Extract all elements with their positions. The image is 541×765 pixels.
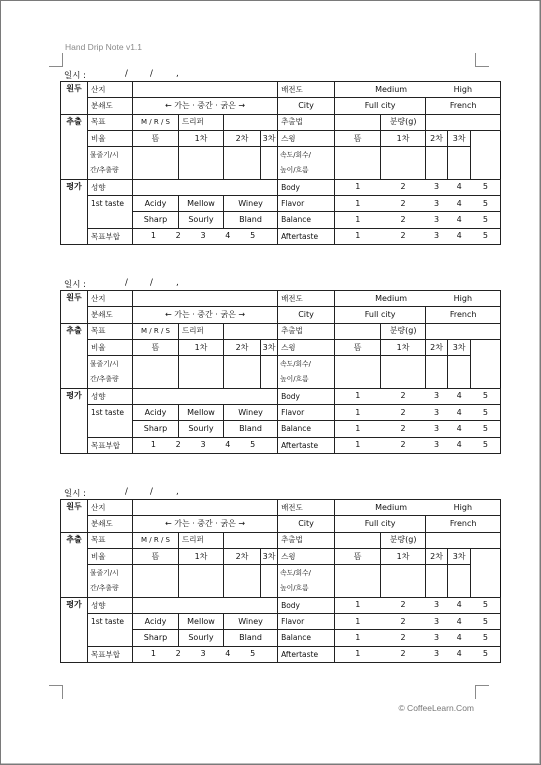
pour-cell[interactable] <box>224 147 261 180</box>
height-label: 높이/흐름 <box>278 581 335 597</box>
score-3[interactable]: 3 <box>426 437 448 453</box>
score-1[interactable]: 1 <box>335 597 381 613</box>
taste-winey[interactable]: Winey <box>224 614 278 630</box>
page-header-title: Hand Drip Note v1.1 <box>65 42 143 52</box>
pour-cell[interactable] <box>426 356 448 389</box>
roast-level-medium: Medium <box>357 82 426 98</box>
roast-level-french[interactable]: French <box>426 307 501 323</box>
roast-level-french[interactable]: French <box>426 98 501 114</box>
amount-field[interactable] <box>426 114 501 130</box>
pour-header-bloom: 뜸 <box>133 130 179 146</box>
score-3[interactable]: 3 <box>426 597 448 613</box>
pour-cell[interactable] <box>335 356 381 389</box>
method-field[interactable] <box>335 114 381 130</box>
first-taste-label: 1st taste <box>88 196 133 229</box>
match-score-5[interactable]: 5 <box>250 649 256 659</box>
roast-level-medium: Medium <box>357 291 426 307</box>
ratio-label: 비율 <box>88 130 133 146</box>
temp-label: 물줄기/시 <box>88 147 133 163</box>
grind-scale[interactable]: ← 가는 · 중간 · 굵은 → <box>133 307 278 323</box>
date-separator: , <box>176 278 179 288</box>
date-line <box>60 485 480 499</box>
score-1[interactable]: 1 <box>335 437 381 453</box>
pour-header-2-b: 2차 <box>426 339 448 355</box>
brew-note-block <box>60 485 488 663</box>
date-separator: / <box>150 278 153 288</box>
match-scale[interactable] <box>133 441 277 449</box>
dripper-field[interactable] <box>224 114 278 130</box>
date-label: 일시 : <box>64 71 86 81</box>
amount-label: 분량(g) <box>381 323 426 339</box>
target-label: 목표 <box>88 323 133 339</box>
taste-sourly[interactable]: Sourly <box>179 421 224 437</box>
temp-label: 물줄기/시 <box>88 356 133 372</box>
attr-balance: Balance <box>278 421 335 437</box>
score-2[interactable]: 2 <box>381 179 426 195</box>
speed-label: 속도/회수/ <box>278 565 335 581</box>
score-5[interactable]: 5 <box>471 597 501 613</box>
score-3[interactable]: 3 <box>426 212 448 228</box>
score-2[interactable]: 2 <box>381 437 426 453</box>
score-3[interactable]: 3 <box>426 196 448 212</box>
pour-header-bloom-b: 뜸 <box>335 130 381 146</box>
score-4[interactable]: 4 <box>448 212 471 228</box>
pour-cell[interactable] <box>133 147 179 180</box>
match-score-4[interactable]: 4 <box>225 440 231 450</box>
section-eval: 평가 <box>61 597 88 662</box>
score-4[interactable]: 4 <box>448 646 471 662</box>
roast-spacer <box>335 82 357 98</box>
pour-header-1-b: 1차 <box>381 548 426 564</box>
match-score-1[interactable]: 1 <box>150 440 156 450</box>
date-separator: / <box>125 278 128 288</box>
pour-cell[interactable] <box>381 147 426 180</box>
score-3[interactable]: 3 <box>426 630 448 646</box>
pour-cell[interactable] <box>426 147 448 180</box>
match-scale[interactable] <box>133 650 277 658</box>
pour-header-2-b: 2차 <box>426 548 448 564</box>
taste-acidy[interactable]: Acidy <box>133 405 179 421</box>
crop-mark <box>475 685 489 699</box>
target-value[interactable]: M / R / S <box>133 114 179 130</box>
taste-sourly[interactable]: Sourly <box>179 212 224 228</box>
amount-field[interactable] <box>426 532 501 548</box>
section-bean: 원두 <box>61 82 88 115</box>
pour-header-3-b: 3차 <box>448 339 471 355</box>
pour-header-3: 3차 <box>261 548 278 564</box>
grind-label: 분쇄도 <box>88 98 133 114</box>
section-brew: 추출 <box>61 532 88 597</box>
match-score-1[interactable]: 1 <box>150 231 156 241</box>
pour-header-2-b: 2차 <box>426 130 448 146</box>
attr-flavor: Flavor <box>278 405 335 421</box>
method-field[interactable] <box>335 323 381 339</box>
attr-aftertaste: Aftertaste <box>278 228 335 244</box>
crop-mark <box>475 53 489 67</box>
score-4[interactable]: 4 <box>448 179 471 195</box>
character-label: 성향 <box>88 179 133 195</box>
pour-header-3: 3차 <box>261 339 278 355</box>
score-1[interactable]: 1 <box>335 196 381 212</box>
score-2[interactable]: 2 <box>381 630 426 646</box>
score-1[interactable]: 1 <box>335 421 381 437</box>
time-label: 간/추출량 <box>88 581 133 597</box>
score-5[interactable]: 5 <box>471 388 501 404</box>
crop-mark <box>49 685 63 699</box>
origin-field[interactable] <box>133 291 278 307</box>
pour-header-bloom: 뜸 <box>133 339 179 355</box>
attr-body: Body <box>278 179 335 195</box>
score-5[interactable]: 5 <box>471 630 501 646</box>
dripper-label: 드리퍼 <box>179 532 224 548</box>
pour-header-2: 2차 <box>224 548 261 564</box>
character-field[interactable] <box>133 597 278 613</box>
amount-label: 분량(g) <box>381 114 426 130</box>
score-2[interactable]: 2 <box>381 228 426 244</box>
taste-bland[interactable]: Bland <box>224 212 278 228</box>
grind-label: 분쇄도 <box>88 516 133 532</box>
pour-cell[interactable] <box>261 356 278 389</box>
score-2[interactable]: 2 <box>381 421 426 437</box>
score-3[interactable]: 3 <box>426 421 448 437</box>
amount-label: 분량(g) <box>381 532 426 548</box>
match-label: 목표부합 <box>88 646 133 662</box>
score-4[interactable]: 4 <box>448 597 471 613</box>
pour-cell[interactable] <box>261 565 278 598</box>
section-eval: 평가 <box>61 179 88 244</box>
pour-header-bloom-b: 뜸 <box>335 339 381 355</box>
section-bean: 원두 <box>61 291 88 324</box>
match-score-3[interactable]: 3 <box>200 440 206 450</box>
pour-cell[interactable] <box>179 147 224 180</box>
score-4[interactable]: 4 <box>448 196 471 212</box>
score-1[interactable]: 1 <box>335 405 381 421</box>
character-field[interactable] <box>133 179 278 195</box>
pour-header-1: 1차 <box>179 548 224 564</box>
match-score-2[interactable]: 2 <box>175 649 181 659</box>
attr-aftertaste: Aftertaste <box>278 437 335 453</box>
score-4[interactable]: 4 <box>448 630 471 646</box>
score-3[interactable]: 3 <box>426 646 448 662</box>
score-4[interactable]: 4 <box>448 437 471 453</box>
pour-header-2: 2차 <box>224 339 261 355</box>
score-5[interactable]: 5 <box>471 228 501 244</box>
taste-sharp[interactable]: Sharp <box>133 421 179 437</box>
roast-spacer <box>335 291 357 307</box>
score-5[interactable]: 5 <box>471 179 501 195</box>
grind-scale[interactable]: ← 가는 · 중간 · 굵은 → <box>133 516 278 532</box>
pour-cell[interactable] <box>179 356 224 389</box>
taste-bland[interactable]: Bland <box>224 421 278 437</box>
pour-cell[interactable] <box>335 565 381 598</box>
dripper-field[interactable] <box>224 323 278 339</box>
score-5[interactable]: 5 <box>471 421 501 437</box>
taste-acidy[interactable]: Acidy <box>133 196 179 212</box>
match-score-1[interactable]: 1 <box>150 649 156 659</box>
brew-note-block <box>60 276 488 454</box>
score-3[interactable]: 3 <box>426 228 448 244</box>
score-1[interactable]: 1 <box>335 212 381 228</box>
roast-level-city[interactable]: City <box>278 307 335 323</box>
roast-label: 배전도 <box>278 82 335 98</box>
date-line <box>60 67 480 81</box>
brew-note-table <box>60 290 501 454</box>
date-separator: / <box>125 487 128 497</box>
pour-cell[interactable] <box>381 565 426 598</box>
score-1[interactable]: 1 <box>335 228 381 244</box>
roast-label: 배전도 <box>278 291 335 307</box>
pour-header-1-b: 1차 <box>381 130 426 146</box>
match-score-4[interactable]: 4 <box>225 649 231 659</box>
taste-acidy[interactable]: Acidy <box>133 614 179 630</box>
attr-body: Body <box>278 388 335 404</box>
scale-label: 스윙 <box>278 339 335 355</box>
pour-cell[interactable] <box>133 356 179 389</box>
target-value[interactable]: M / R / S <box>133 323 179 339</box>
method-label: 추출법 <box>278 532 335 548</box>
attr-aftertaste: Aftertaste <box>278 646 335 662</box>
attr-body: Body <box>278 597 335 613</box>
score-2[interactable]: 2 <box>381 212 426 228</box>
origin-field[interactable] <box>133 82 278 98</box>
brew-note-table <box>60 499 501 663</box>
attr-flavor: Flavor <box>278 196 335 212</box>
brew-note-block <box>60 67 488 245</box>
roast-level-fullcity[interactable]: Full city <box>335 307 426 323</box>
score-5[interactable]: 5 <box>471 405 501 421</box>
pour-header-1: 1차 <box>179 339 224 355</box>
character-label: 성향 <box>88 597 133 613</box>
pour-cell[interactable] <box>133 565 179 598</box>
attr-balance: Balance <box>278 630 335 646</box>
score-1[interactable]: 1 <box>335 646 381 662</box>
date-separator: / <box>150 487 153 497</box>
match-score-4[interactable]: 4 <box>225 231 231 241</box>
crop-mark <box>49 53 63 67</box>
score-3[interactable]: 3 <box>426 405 448 421</box>
taste-sharp[interactable]: Sharp <box>133 212 179 228</box>
taste-winey[interactable]: Winey <box>224 405 278 421</box>
match-scale[interactable] <box>133 232 277 240</box>
grind-label: 분쇄도 <box>88 307 133 323</box>
score-1[interactable]: 1 <box>335 630 381 646</box>
score-2[interactable]: 2 <box>381 405 426 421</box>
section-brew: 추출 <box>61 323 88 388</box>
origin-label: 산지 <box>88 291 133 307</box>
taste-winey[interactable]: Winey <box>224 196 278 212</box>
match-label: 목표부합 <box>88 228 133 244</box>
time-label: 간/추출량 <box>88 372 133 388</box>
taste-mellow[interactable]: Mellow <box>179 405 224 421</box>
target-value[interactable]: M / R / S <box>133 532 179 548</box>
section-brew: 추출 <box>61 114 88 179</box>
roast-level-fullcity[interactable]: Full city <box>335 516 426 532</box>
pour-header-3-b: 3차 <box>448 130 471 146</box>
pour-cell[interactable] <box>335 147 381 180</box>
speed-label: 속도/회수/ <box>278 356 335 372</box>
speed-label: 속도/회수/ <box>278 147 335 163</box>
roast-level-city[interactable]: City <box>278 516 335 532</box>
roast-level-french[interactable]: French <box>426 516 501 532</box>
match-score-2[interactable]: 2 <box>175 440 181 450</box>
match-score-5[interactable]: 5 <box>250 231 256 241</box>
taste-mellow[interactable]: Mellow <box>179 614 224 630</box>
score-3[interactable]: 3 <box>426 388 448 404</box>
grind-scale[interactable]: ← 가는 · 중간 · 굵은 → <box>133 98 278 114</box>
date-separator: , <box>176 69 179 79</box>
date-line <box>60 276 480 290</box>
match-score-5[interactable]: 5 <box>250 440 256 450</box>
origin-field[interactable] <box>133 500 278 516</box>
score-5[interactable]: 5 <box>471 646 501 662</box>
height-label: 높이/흐름 <box>278 372 335 388</box>
date-label: 일시 : <box>64 280 86 290</box>
dripper-label: 드리퍼 <box>179 114 224 130</box>
ratio-label: 비율 <box>88 339 133 355</box>
score-3[interactable]: 3 <box>426 614 448 630</box>
pour-cell[interactable] <box>179 565 224 598</box>
pour-cell[interactable] <box>426 565 448 598</box>
score-5[interactable]: 5 <box>471 614 501 630</box>
date-separator: / <box>125 69 128 79</box>
match-score-2[interactable]: 2 <box>175 231 181 241</box>
pour-cell[interactable] <box>381 356 426 389</box>
pour-cell[interactable] <box>224 356 261 389</box>
score-4[interactable]: 4 <box>448 421 471 437</box>
taste-sourly[interactable]: Sourly <box>179 630 224 646</box>
brew-note-table <box>60 81 501 245</box>
dripper-field[interactable] <box>224 532 278 548</box>
score-2[interactable]: 2 <box>381 646 426 662</box>
roast-level-city[interactable]: City <box>278 98 335 114</box>
score-5[interactable]: 5 <box>471 437 501 453</box>
section-bean: 원두 <box>61 500 88 533</box>
first-taste-label: 1st taste <box>88 614 133 647</box>
pour-header-bloom-b: 뜸 <box>335 548 381 564</box>
roast-level-high: High <box>426 500 501 516</box>
pour-cell[interactable] <box>448 356 471 389</box>
method-label: 추출법 <box>278 323 335 339</box>
pour-cell[interactable] <box>224 565 261 598</box>
scale-label: 스윙 <box>278 548 335 564</box>
score-2[interactable]: 2 <box>381 614 426 630</box>
score-5[interactable]: 5 <box>471 212 501 228</box>
target-label: 목표 <box>88 532 133 548</box>
roast-spacer <box>335 500 357 516</box>
match-label: 목표부합 <box>88 437 133 453</box>
target-label: 목표 <box>88 114 133 130</box>
method-field[interactable] <box>335 532 381 548</box>
pour-cell[interactable] <box>261 147 278 180</box>
method-label: 추출법 <box>278 114 335 130</box>
roast-level-medium: Medium <box>357 500 426 516</box>
score-2[interactable]: 2 <box>381 388 426 404</box>
taste-mellow[interactable]: Mellow <box>179 196 224 212</box>
pour-header-3-b: 3차 <box>448 548 471 564</box>
pour-header-2: 2차 <box>224 130 261 146</box>
pour-header-1-b: 1차 <box>381 339 426 355</box>
score-4[interactable]: 4 <box>448 405 471 421</box>
roast-level-fullcity[interactable]: Full city <box>335 98 426 114</box>
score-4[interactable]: 4 <box>448 228 471 244</box>
pour-cell[interactable] <box>448 565 471 598</box>
amount-field[interactable] <box>426 323 501 339</box>
date-label: 일시 : <box>64 489 86 499</box>
score-1[interactable]: 1 <box>335 179 381 195</box>
scale-label: 스윙 <box>278 130 335 146</box>
date-separator: , <box>176 487 179 497</box>
time-label: 간/추출량 <box>88 163 133 179</box>
character-label: 성향 <box>88 388 133 404</box>
score-1[interactable]: 1 <box>335 388 381 404</box>
score-3[interactable]: 3 <box>426 179 448 195</box>
attr-flavor: Flavor <box>278 614 335 630</box>
pour-header-bloom: 뜸 <box>133 548 179 564</box>
dripper-label: 드리퍼 <box>179 323 224 339</box>
first-taste-label: 1st taste <box>88 405 133 438</box>
match-score-3[interactable]: 3 <box>200 231 206 241</box>
date-separator: / <box>150 69 153 79</box>
pour-cell[interactable] <box>448 147 471 180</box>
pour-header-1: 1차 <box>179 130 224 146</box>
page-footer-copyright: © CoffeeLearn.Com <box>398 703 474 713</box>
pour-header-3: 3차 <box>261 130 278 146</box>
score-2[interactable]: 2 <box>381 597 426 613</box>
origin-label: 산지 <box>88 82 133 98</box>
taste-sharp[interactable]: Sharp <box>133 630 179 646</box>
origin-label: 산지 <box>88 500 133 516</box>
roast-level-high: High <box>426 291 501 307</box>
roast-level-high: High <box>426 82 501 98</box>
taste-bland[interactable]: Bland <box>224 630 278 646</box>
score-5[interactable]: 5 <box>471 196 501 212</box>
ratio-label: 비율 <box>88 548 133 564</box>
character-field[interactable] <box>133 388 278 404</box>
score-2[interactable]: 2 <box>381 196 426 212</box>
height-label: 높이/흐름 <box>278 163 335 179</box>
score-4[interactable]: 4 <box>448 614 471 630</box>
score-1[interactable]: 1 <box>335 614 381 630</box>
temp-label: 물줄기/시 <box>88 565 133 581</box>
score-4[interactable]: 4 <box>448 388 471 404</box>
match-score-3[interactable]: 3 <box>200 649 206 659</box>
roast-label: 배전도 <box>278 500 335 516</box>
attr-balance: Balance <box>278 212 335 228</box>
section-eval: 평가 <box>61 388 88 453</box>
